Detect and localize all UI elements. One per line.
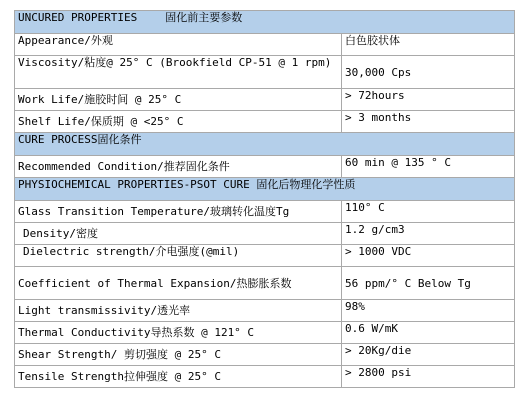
property-value: 白色胶状体 <box>342 34 515 56</box>
section-title-en: PHYSIOCHEMICAL PROPERTIES-PSOT CURE <box>18 178 250 191</box>
table-row <box>15 267 515 300</box>
section-title-en: CURE PROCESS固化条件 <box>18 133 142 146</box>
property-value: > 1000 VDC <box>342 245 515 267</box>
property-value: 0.6 W/mK <box>342 322 515 344</box>
section-title-en: UNCURED PROPERTIES <box>18 11 138 24</box>
property-name: Viscosity/粘度@ 25° C (Brookfield CP-51 @ 1 rpm) <box>15 56 342 89</box>
table-row <box>15 366 515 388</box>
section-title-cn: 固化后物理化学性质 <box>256 178 356 191</box>
property-value: > 3 months <box>342 111 515 133</box>
property-value: 110° C <box>342 201 515 223</box>
section-header-physiochemical <box>15 178 515 201</box>
property-value: 30,000 Cps <box>342 56 515 89</box>
section-header-uncured <box>15 11 515 34</box>
property-name: Shear Strength/ 剪切强度 @ 25° C <box>15 344 342 366</box>
property-name: Coefficient of Thermal Expansion/热膨胀系数 <box>15 267 342 300</box>
table-row <box>15 111 515 133</box>
table-row <box>15 223 515 245</box>
section-title <box>15 11 515 34</box>
section-title-cn: 固化前主要参数 <box>165 11 243 24</box>
property-name: Work Life/施胶时间 @ 25° C <box>15 89 342 111</box>
property-value: > 20Kg/die <box>342 344 515 366</box>
property-name: Thermal Conductivity导热系数 @ 121° C <box>15 322 342 344</box>
property-value: > 72hours <box>342 89 515 111</box>
table-row <box>15 344 515 366</box>
section-title <box>15 178 515 201</box>
table-row <box>15 322 515 344</box>
properties-table <box>14 10 515 388</box>
property-name: Density/密度 <box>15 223 342 245</box>
property-value: 60 min @ 135 ° C <box>342 156 515 178</box>
property-name: Appearance/外观 <box>15 34 342 56</box>
section-header-cure-process <box>15 133 515 156</box>
table-row <box>15 89 515 111</box>
property-value: 1.2 g/cm3 <box>342 223 515 245</box>
property-value: 56 ppm/° C Below Tg <box>342 267 515 300</box>
property-name: Dielectric strength/介电强度(@mil) <box>15 245 342 267</box>
property-name: Light transmissivity/透光率 <box>15 300 342 322</box>
table-row <box>15 156 515 178</box>
table-row <box>15 201 515 223</box>
section-title <box>15 133 515 156</box>
property-value: > 2800 psi <box>342 366 515 388</box>
property-name: Glass Transition Temperature/玻璃转化温度Tg <box>15 201 342 223</box>
property-name: Tensile Strength拉伸强度 @ 25° C <box>15 366 342 388</box>
table-row <box>15 56 515 89</box>
table-row <box>15 34 515 56</box>
property-value: 98% <box>342 300 515 322</box>
table-row <box>15 300 515 322</box>
table-row <box>15 245 515 267</box>
property-name: Recommended Condition/推荐固化条件 <box>15 156 342 178</box>
property-name: Shelf Life/保质期 @ <25° C <box>15 111 342 133</box>
